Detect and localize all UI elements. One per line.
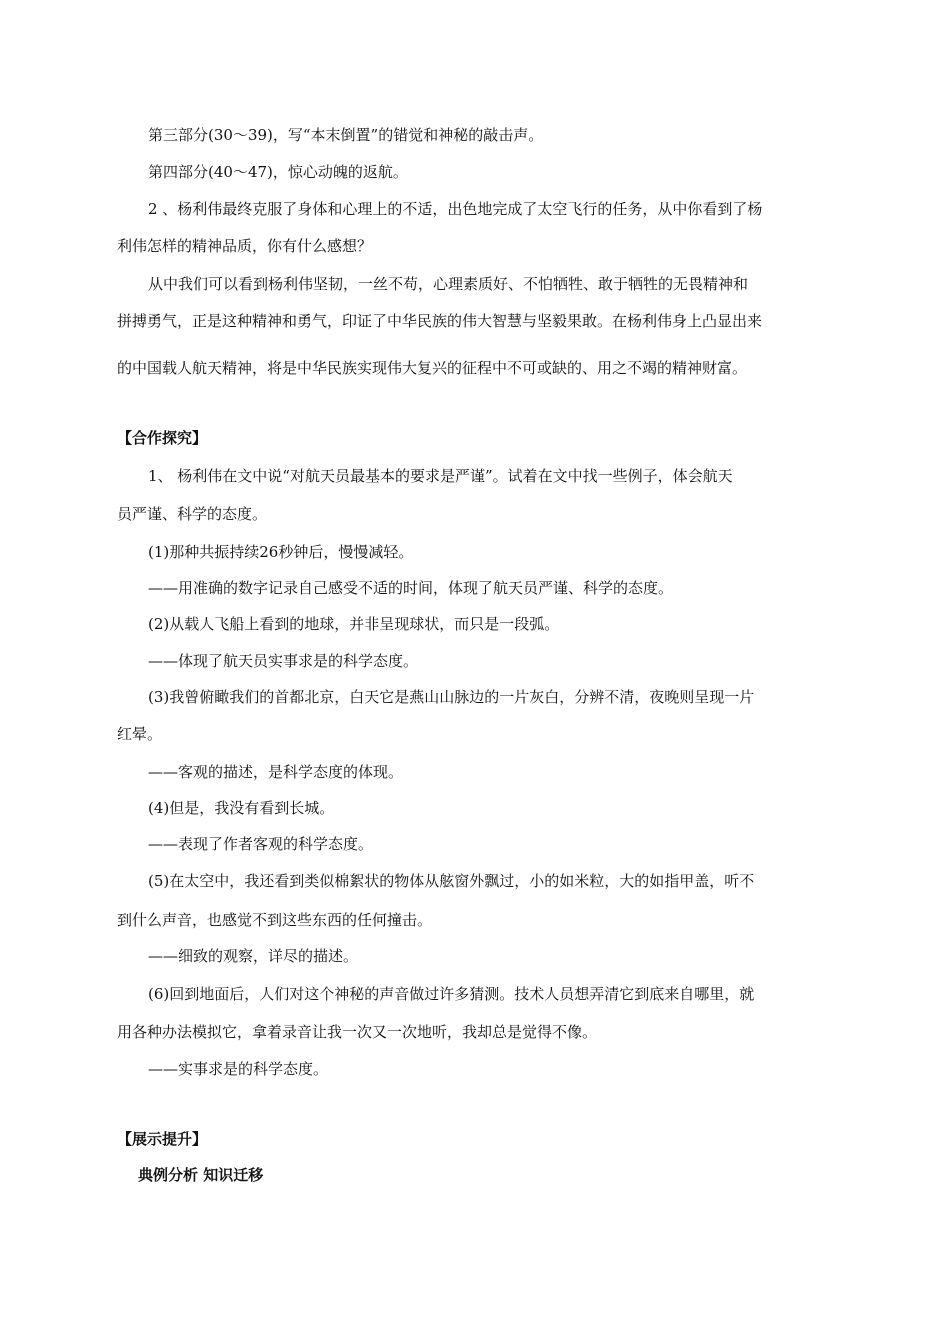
comment-1: ——用准确的数字记录自己感受不适的时间，体现了航天员严谨、科学的态度。 <box>148 579 674 597</box>
comment-6: ——实事求是的科学态度。 <box>148 1060 329 1078</box>
question1-line1: 1、 杨利伟在文中说“对航天员最基本的要求是严谨”。试着在文中找一些例子，体会航天 <box>148 467 733 485</box>
question1-line2: 员严谨、科学的态度。 <box>117 505 268 523</box>
comment-4: ——表现了作者客观的科学态度。 <box>148 835 374 853</box>
display-heading: 【展示提升】 <box>117 1130 208 1148</box>
cooperation-heading: 【合作探究】 <box>117 429 208 447</box>
part3-text: 第三部分(30～39)，写“本末倒置”的错觉和神秘的敲击声。 <box>148 126 544 144</box>
example-6-line2: 用各种办法模拟它，拿着录音让我一次又一次地听，我却总是觉得不像。 <box>117 1023 598 1041</box>
comment-5: ——细致的观察，详尽的描述。 <box>148 947 359 965</box>
example-6-line1: (6)回到地面后，人们对这个神秘的声音做过许多猜测。技术人员想弄清它到底来自哪里，就 <box>148 985 755 1003</box>
question2-line1: 2 、杨利伟最终克服了身体和心理上的不适，出色地完成了太空飞行的任务，从中你看到了杨 <box>148 200 763 218</box>
display-subheading: 典例分析 知识迁移 <box>138 1166 264 1184</box>
answer2-line2: 拼搏勇气，正是这种精神和勇气，印证了中华民族的伟大智慧与坚毅果敢。在杨利伟身上凸显出来 <box>117 312 763 330</box>
example-5-line2: 到什么声音，也感觉不到这些东西的任何撞击。 <box>117 911 433 929</box>
example-5-line1: (5)在太空中，我还看到类似棉絮状的物体从舷窗外飘过，小的如米粒，大的如指甲盖，听不 <box>148 872 755 890</box>
comment-3: ——客观的描述，是科学态度的体现。 <box>148 763 404 781</box>
example-3-line1: (3)我曾俯瞰我们的首都北京，白天它是燕山山脉边的一片灰白，分辨不清，夜晚则呈现一片 <box>148 688 755 706</box>
example-3-line2: 红晕。 <box>117 725 163 743</box>
example-1: (1)那种共振持续26秒钟后，慢慢减轻。 <box>148 543 414 561</box>
answer2-line1: 从中我们可以看到杨利伟坚韧，一丝不苟，心理素质好、不怕牺牲、敢于牺牲的无畏精神和 <box>148 275 749 293</box>
part4-text: 第四部分(40～47)，惊心动魄的返航。 <box>148 163 408 181</box>
answer2-line3: 的中国载人航天精神，将是中华民族实现伟大复兴的征程中不可或缺的、用之不竭的精神财富。 <box>117 359 748 377</box>
comment-2: ——体现了航天员实事求是的科学态度。 <box>148 652 419 670</box>
example-2: (2)从载人飞船上看到的地球，并非呈现球状，而只是一段弧。 <box>148 615 560 633</box>
question2-line2: 利伟怎样的精神品质，你有什么感想？ <box>117 237 373 255</box>
example-4: (4)但是，我没有看到长城。 <box>148 799 335 817</box>
